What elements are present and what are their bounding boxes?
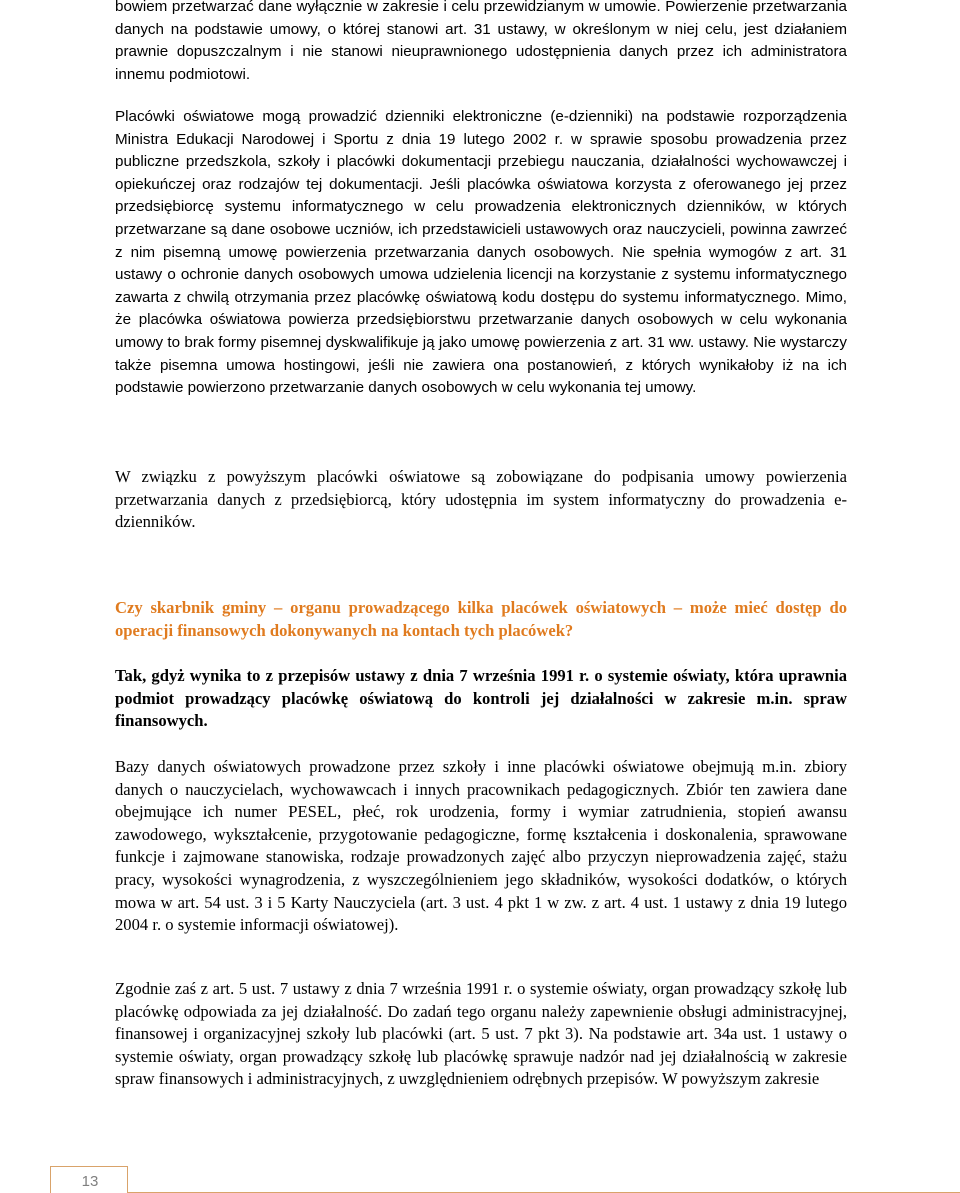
paragraph-e-dzienniki: Placówki oświatowe mogą prowadzić dzienniki elektroniczne (e-dzienniki) na podstawie rozporządzenia Ministra Edukacji Narodowej i Sportu z dnia 19 lutego 2002 r. w sprawie sposobu prowadzenia przez publiczne przedszkola, szkoły i placówki dokumentacji przebiegu nauczania, działalności wychowawczej i opiekuńczej oraz rodzajów tej dokumentacji. Jeśli placówka oświatowa korzysta z oferowanego jej przez przedsiębiorcę systemu informatycznego w celu prowadzenia elektronicznych dzienników, w których przetwarzane są dane osobowe uczniów, ich przedstawicieli ustawowych oraz nauczycieli, powinna zawrzeć z nim pisemną umowę powierzenia przetwarzania danych osobowych. Nie spełnia wymogów z art. 31 ustawy o ochronie danych osobowych umowa udzielenia licencji na korzystanie z systemu informatycznego zawarta z chwilą otrzymania przez placówkę oświatową kodu dostępu do systemu informatycznego. Mimo, że placówka oświatowa powierza przedsiębiorstwu przetwarzanie danych osobowych w celu wykonania umowy to brak formy pisemnej dyskwalifikuje ją jako umowę powierzenia z art. 31 ww. ustawy. Nie wystarczy także pisemna umowa hostingowi, jeśli nie zawiera ona postanowień, z których wynikałoby iż na ich podstawie powierzono przetwarzanie danych osobowych w celu wykonania tej umowy. — [115, 108, 847, 397]
page-number-box — [50, 1166, 128, 1193]
paragraph-continuation: bowiem przetwarzać dane wyłącznie w zakresie i celu przewidzianym w umowie. Powierzenie przetwarzania danych na podstawie umowy, o której stanowi art. 31 ustawy, w określonym w niej celu, jest działaniem prawnie dopuszczalnym i nie stanowi nieuprawnionego udostępnienia danych przez ich administratora innemu podmiotowi. — [115, 0, 847, 83]
question-heading: Czy skarbnik gminy – organu prowadzącego kilka placówek oświatowych – może mieć dostęp do operacji finansowych dokonywanych na kontach tych placówek? — [115, 598, 847, 640]
paragraph-conclusion: W związku z powyższym placówki oświatowe są zobowiązane do podpisania umowy powierzenia przetwarzania danych z przedsiębiorcą, który udostępnia im system informatyczny do prowadzenia e-dzienników. — [115, 467, 847, 532]
paragraph-legal-basis: Zgodnie zaś z art. 5 ust. 7 ustawy z dnia 7 września 1991 r. o systemie oświaty, organ prowadzący szkołę lub placówkę odpowiada za jej działalność. Do zadań tego organu należy zapewnienie obsługi administracyjnej, finansowej i organizacyjnej szkoły lub placówki (art. 5 ust. 7 pkt 3). Na podstawie art. 34a ust. 1 ustawy o systemie oświaty, organ prowadzący szkołę lub placówkę sprawuje nadzór nad jej działalnością w zakresie spraw finansowych i administracyjnych, z uwzględnieniem odrębnych przepisów. W powyższym zakresie — [115, 979, 847, 1089]
answer-summary: Tak, gdyż wynika to z przepisów ustawy z dnia 7 września 1991 r. o systemie oświaty, która uprawnia podmiot prowadzący placówkę oświatową do kontroli jej działalności w zakresie m.in. spraw finansowych. — [115, 666, 847, 731]
paragraph-databases: Bazy danych oświatowych prowadzone przez szkoły i inne placówki oświatowe obejmują m.in. zbiory danych o nauczycielach, wychowawcach i innych pracownikach pedagogicznych. Zbiór ten zawiera dane obejmujące ich numer PESEL, płeć, rok urodzenia, formy i wymiar zatrudnienia, stopień awansu zawodowego, wykształcenie, przygotowanie pedagogiczne, formę kształcenia i doskonalenia, sprawowane funkcje i zajmowane stanowiska, rodzaje prowadzonych zajęć albo przyczyn nieprowadzenia zajęć, stażu pracy, wysokości wynagrodzenia, z wyszczególnieniem jego składników, wysokości dodatków, o których mowa w art. 54 ust. 3 i 5 Karty Nauczyciela (art. 3 ust. 4 pkt 1 w zw. z art. 4 ust. 1 ustawy z dnia 19 lutego 2004 r. o systemie informacji oświatowej). — [115, 757, 847, 935]
page-number: 13 — [81, 1173, 99, 1190]
